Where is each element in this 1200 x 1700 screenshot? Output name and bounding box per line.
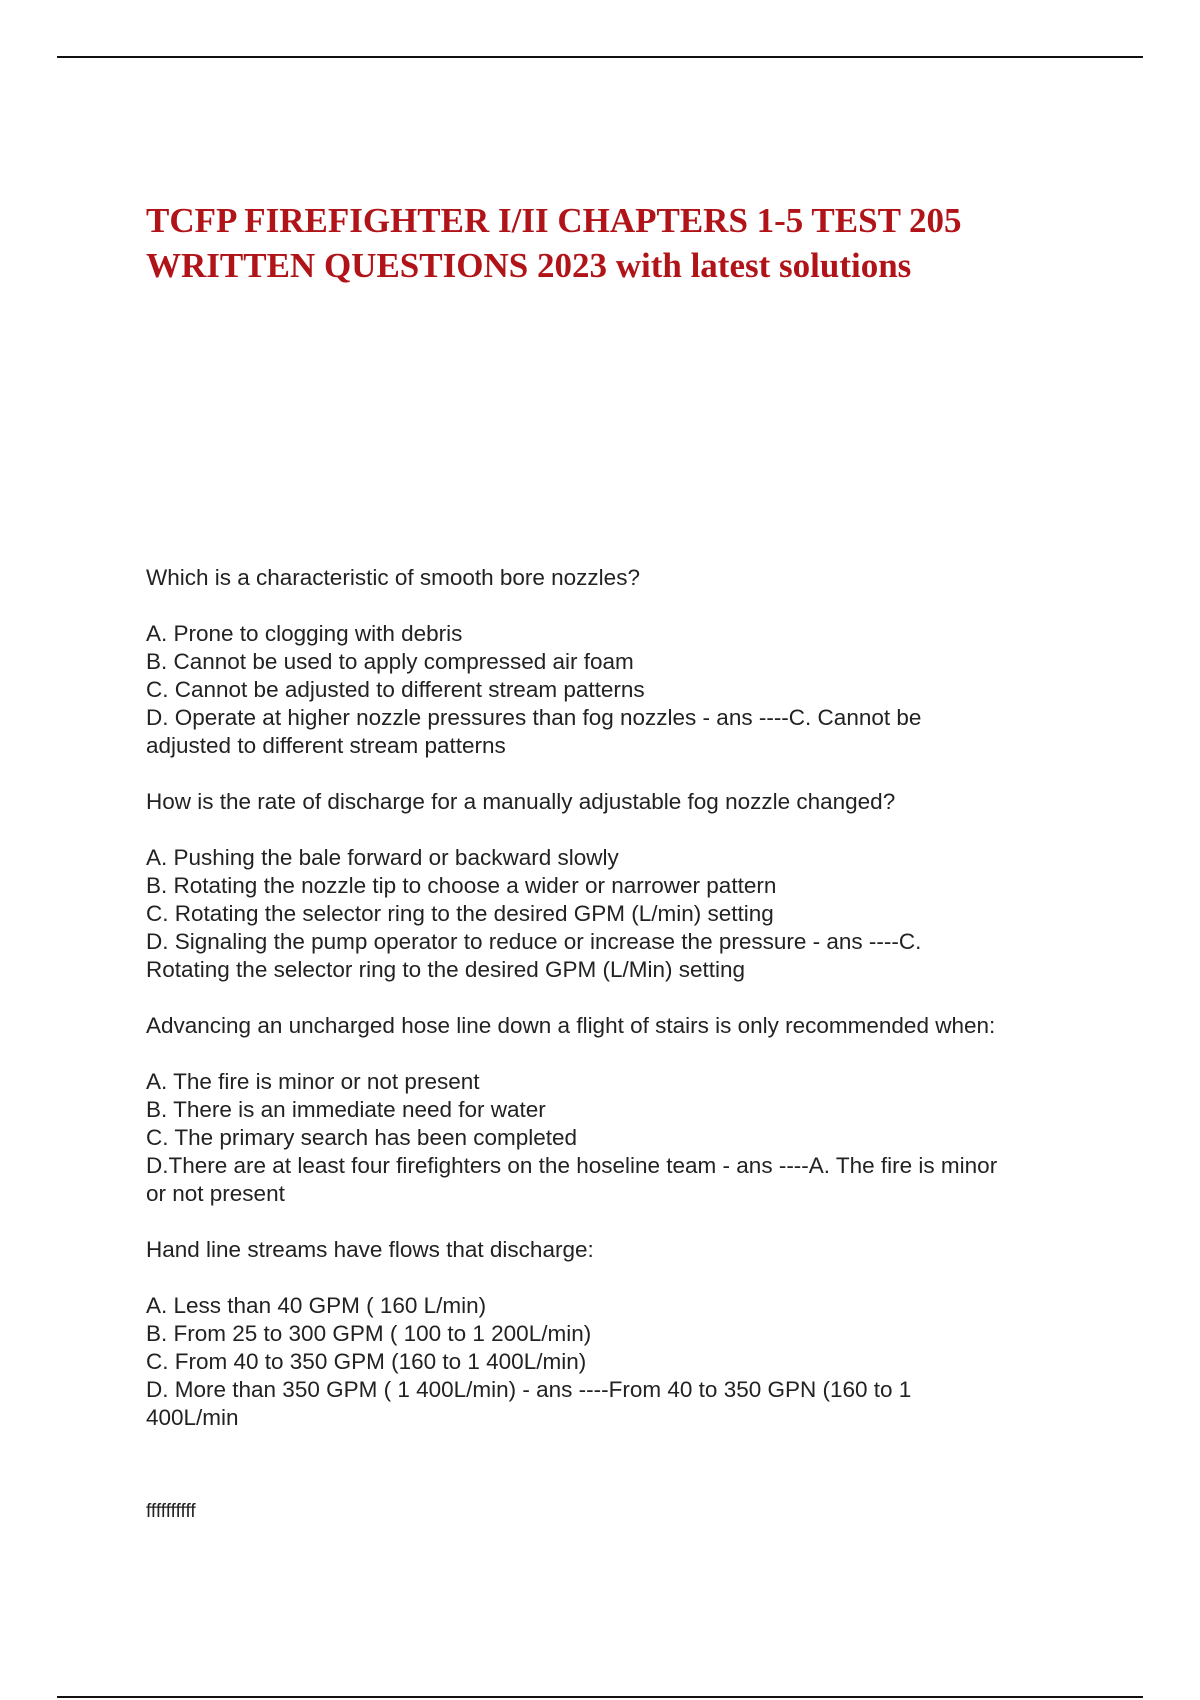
- question-block-4: [146, 1236, 1096, 1432]
- answer-option: B. Rotating the nozzle tip to choose a wider or narrower pattern: [146, 873, 777, 898]
- answer-option: C. Rotating the selector ring to the desired GPM (L/min) setting: [146, 901, 774, 926]
- answer-continuation: 400L/min: [146, 1405, 239, 1430]
- answer-option: C. From 40 to 350 GPM (160 to 1 400L/min): [146, 1349, 587, 1374]
- title-line-2: WRITTEN QUESTIONS 2023 with latest solutions: [146, 246, 912, 285]
- question-text: Advancing an uncharged hose line down a flight of stairs is only recommended when:: [146, 1013, 996, 1038]
- answer-option: C. The primary search has been completed: [146, 1125, 578, 1150]
- bottom-rule: [57, 1696, 1143, 1698]
- answer-option: D. Operate at higher nozzle pressures than fog nozzles - ans ----C. Cannot be: [146, 705, 922, 730]
- answer-option: D.There are at least four firefighters on the hoseline team - ans ----A. The fire is minor: [146, 1153, 998, 1178]
- spacer: [146, 760, 1096, 788]
- spacer: [146, 816, 1096, 844]
- answer-option: A. Prone to clogging with debris: [146, 621, 463, 646]
- question-block-1: [146, 564, 1096, 788]
- document-title: [146, 198, 1106, 288]
- answer-option: A. Less than 40 GPM ( 160 L/min): [146, 1293, 487, 1318]
- spacer: [146, 1264, 1096, 1292]
- question-block-2: [146, 788, 1096, 1012]
- answer-option: A. The fire is minor or not present: [146, 1069, 480, 1094]
- answer-option: B. From 25 to 300 GPM ( 100 to 1 200L/min): [146, 1321, 592, 1346]
- answer-option: B. Cannot be used to apply compressed air foam: [146, 649, 634, 674]
- answer-continuation: adjusted to different stream patterns: [146, 733, 506, 758]
- spacer: [146, 592, 1096, 620]
- footer-note: ffffffffff: [146, 1501, 196, 1522]
- question-list: [146, 564, 1096, 1432]
- answer-option: D. Signaling the pump operator to reduce or increase the pressure - ans ----C.: [146, 929, 922, 954]
- answer-option: D. More than 350 GPM ( 1 400L/min) - ans ----From 40 to 350 GPN (160 to 1: [146, 1377, 912, 1402]
- answer-continuation: Rotating the selector ring to the desired GPM (L/Min) setting: [146, 957, 746, 982]
- answer-option: A. Pushing the bale forward or backward slowly: [146, 845, 619, 870]
- title-line-1: TCFP FIREFIGHTER I/II CHAPTERS 1-5 TEST 205: [146, 201, 962, 240]
- top-rule: [57, 56, 1143, 58]
- spacer: [146, 1040, 1096, 1068]
- question-text: Which is a characteristic of smooth bore nozzles?: [146, 565, 640, 590]
- spacer: [146, 984, 1096, 1012]
- answer-continuation: or not present: [146, 1181, 285, 1206]
- question-block-3: [146, 1012, 1096, 1236]
- answer-option: C. Cannot be adjusted to different stream patterns: [146, 677, 645, 702]
- question-text: Hand line streams have flows that discharge:: [146, 1237, 594, 1262]
- answer-option: B. There is an immediate need for water: [146, 1097, 546, 1122]
- question-text: How is the rate of discharge for a manually adjustable fog nozzle changed?: [146, 789, 896, 814]
- spacer: [146, 1208, 1096, 1236]
